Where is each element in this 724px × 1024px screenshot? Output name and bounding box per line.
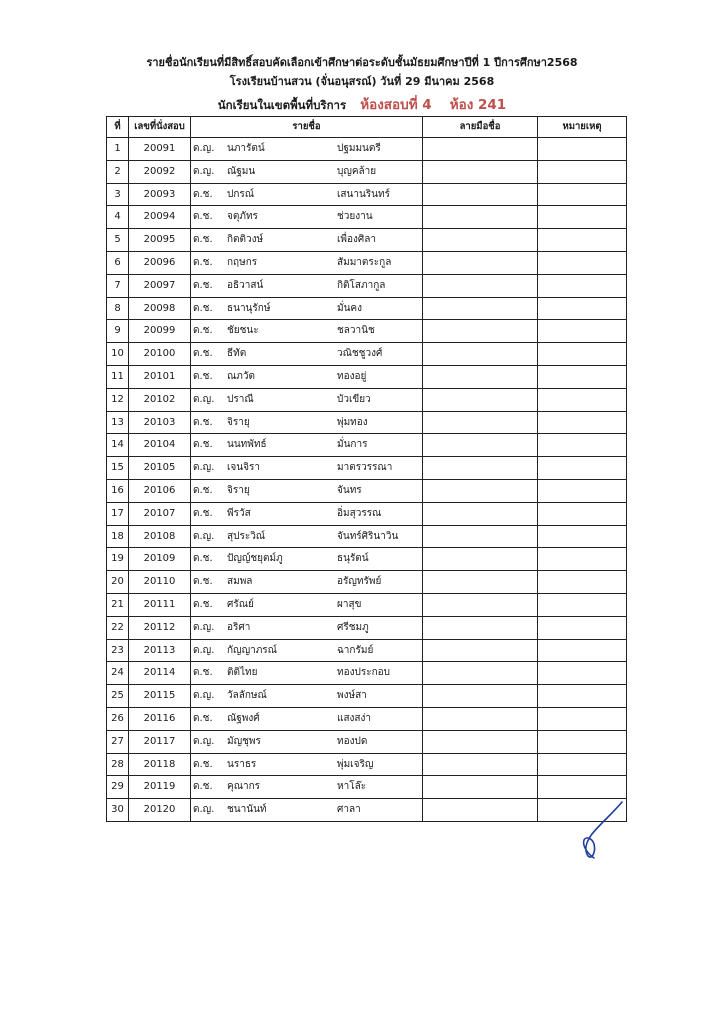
table-row bbox=[107, 138, 627, 161]
first-name: ชัยชนะ bbox=[227, 325, 259, 337]
first-name: ปกรณ์ bbox=[227, 188, 255, 200]
last-name: ทองอยู่ bbox=[337, 370, 367, 382]
first-name: กฤษกร bbox=[227, 256, 258, 268]
signature-cell bbox=[423, 502, 538, 525]
table-row bbox=[107, 662, 627, 685]
table-row bbox=[107, 799, 627, 822]
remarks-cell bbox=[538, 160, 627, 183]
remarks-cell bbox=[538, 183, 627, 206]
table-row bbox=[107, 229, 627, 252]
first-name: อธิวาสน์ bbox=[227, 279, 264, 291]
student-name bbox=[191, 571, 423, 594]
table-body bbox=[107, 138, 627, 822]
table-header-row bbox=[107, 117, 627, 138]
name-prefix: ด.ช. bbox=[193, 279, 213, 291]
student-name bbox=[191, 525, 423, 548]
seat-number: 20099 bbox=[129, 320, 191, 343]
remarks-cell bbox=[538, 251, 627, 274]
first-name: ปราณี bbox=[227, 393, 254, 405]
student-name bbox=[191, 365, 423, 388]
row-number: 24 bbox=[107, 662, 129, 685]
table-row bbox=[107, 343, 627, 366]
seat-number: 20104 bbox=[129, 434, 191, 457]
signature-cell bbox=[423, 206, 538, 229]
seat-number: 20116 bbox=[129, 707, 191, 730]
signature-cell bbox=[423, 411, 538, 434]
name-prefix: ด.ช. bbox=[193, 781, 213, 793]
seat-number: 20103 bbox=[129, 411, 191, 434]
name-prefix: ด.ช. bbox=[193, 712, 213, 724]
student-name bbox=[191, 593, 423, 616]
table-row bbox=[107, 365, 627, 388]
signature-cell bbox=[423, 799, 538, 822]
first-name: นนทพัทธ์ bbox=[227, 439, 267, 451]
signature-cell bbox=[423, 685, 538, 708]
signature-cell bbox=[423, 753, 538, 776]
seat-number: 20111 bbox=[129, 593, 191, 616]
signature-cell bbox=[423, 525, 538, 548]
name-prefix: ด.ญ. bbox=[193, 530, 215, 542]
last-name: สัมมาตระกูล bbox=[337, 256, 392, 268]
first-name: ศรัณย์ bbox=[227, 598, 254, 610]
last-name: บัวเขียว bbox=[337, 393, 371, 405]
seat-number: 20114 bbox=[129, 662, 191, 685]
remarks-cell bbox=[538, 571, 627, 594]
row-number: 22 bbox=[107, 616, 129, 639]
remarks-cell bbox=[538, 434, 627, 457]
first-name: ปัญญ์ชยุตม์ภู bbox=[227, 553, 283, 565]
row-number: 1 bbox=[107, 138, 129, 161]
signature-cell bbox=[423, 297, 538, 320]
student-name bbox=[191, 685, 423, 708]
name-prefix: ด.ช. bbox=[193, 325, 213, 337]
seat-number: 20091 bbox=[129, 138, 191, 161]
seat-number: 20094 bbox=[129, 206, 191, 229]
student-name bbox=[191, 274, 423, 297]
seat-number: 20093 bbox=[129, 183, 191, 206]
remarks-cell bbox=[538, 502, 627, 525]
table-row bbox=[107, 753, 627, 776]
signature-cell bbox=[423, 662, 538, 685]
first-name: กิตติวงษ์ bbox=[227, 234, 264, 246]
remarks-cell bbox=[538, 707, 627, 730]
seat-number: 20102 bbox=[129, 388, 191, 411]
last-name: พุ่มทอง bbox=[337, 416, 368, 428]
student-name bbox=[191, 730, 423, 753]
last-name: แสงสง่า bbox=[337, 712, 372, 724]
remarks-cell bbox=[538, 616, 627, 639]
first-name: สุประวิณ์ bbox=[227, 530, 266, 542]
name-prefix: ด.ช. bbox=[193, 256, 213, 268]
remarks-cell bbox=[538, 639, 627, 662]
last-name: ทองประกอบ bbox=[337, 667, 390, 679]
last-name: จันทร์ศิรินาวิน bbox=[337, 530, 399, 542]
col-header-no: ที่ bbox=[107, 117, 129, 138]
col-header-name: รายชื่อ bbox=[191, 117, 423, 138]
table-row bbox=[107, 274, 627, 297]
table-row bbox=[107, 388, 627, 411]
seat-number: 20101 bbox=[129, 365, 191, 388]
signature-cell bbox=[423, 229, 538, 252]
last-name: พงษ์สา bbox=[337, 690, 367, 702]
table-row bbox=[107, 685, 627, 708]
remarks-cell bbox=[538, 320, 627, 343]
name-prefix: ด.ญ. bbox=[193, 393, 215, 405]
student-name bbox=[191, 229, 423, 252]
row-number: 14 bbox=[107, 434, 129, 457]
exam-room-label: ห้องสอบที่ 4 bbox=[360, 97, 432, 113]
name-prefix: ด.ช. bbox=[193, 576, 213, 588]
name-prefix: ด.ช. bbox=[193, 553, 213, 565]
row-number: 3 bbox=[107, 183, 129, 206]
row-number: 21 bbox=[107, 593, 129, 616]
student-name bbox=[191, 343, 423, 366]
row-number: 17 bbox=[107, 502, 129, 525]
table-row bbox=[107, 571, 627, 594]
signature-cell bbox=[423, 183, 538, 206]
row-number: 2 bbox=[107, 160, 129, 183]
last-name: เสนานรินทร์ bbox=[337, 188, 390, 200]
seat-number: 20109 bbox=[129, 548, 191, 571]
table-row bbox=[107, 251, 627, 274]
name-prefix: ด.ญ. bbox=[193, 644, 215, 656]
student-name bbox=[191, 160, 423, 183]
row-number: 13 bbox=[107, 411, 129, 434]
signature-cell bbox=[423, 365, 538, 388]
student-name bbox=[191, 457, 423, 480]
row-number: 20 bbox=[107, 571, 129, 594]
name-prefix: ด.ช. bbox=[193, 234, 213, 246]
last-name: อรัญทรัพย์ bbox=[337, 576, 382, 588]
last-name: ชลวานิช bbox=[337, 325, 375, 337]
remarks-cell bbox=[538, 776, 627, 799]
student-name bbox=[191, 776, 423, 799]
seat-number: 20115 bbox=[129, 685, 191, 708]
remarks-cell bbox=[538, 274, 627, 297]
first-name: ธนานุรักษ์ bbox=[227, 302, 271, 314]
last-name: มั่นคง bbox=[337, 302, 362, 314]
table-row bbox=[107, 616, 627, 639]
name-prefix: ด.ช. bbox=[193, 370, 213, 382]
name-prefix: ด.ญ. bbox=[193, 143, 215, 154]
col-header-signature: ลายมือชื่อ bbox=[423, 117, 538, 138]
first-name: จตุภัทร bbox=[227, 211, 258, 223]
row-number: 16 bbox=[107, 479, 129, 502]
remarks-cell bbox=[538, 730, 627, 753]
first-name: เจนจิรา bbox=[227, 462, 260, 474]
student-name bbox=[191, 479, 423, 502]
signature-cell bbox=[423, 479, 538, 502]
last-name: ศรีชมภู bbox=[337, 621, 369, 633]
student-name bbox=[191, 138, 423, 161]
row-number: 12 bbox=[107, 388, 129, 411]
student-name bbox=[191, 639, 423, 662]
last-name: เพื่องศิลา bbox=[337, 234, 376, 246]
student-name bbox=[191, 297, 423, 320]
table-row bbox=[107, 206, 627, 229]
table-row bbox=[107, 593, 627, 616]
first-name: มัญชุพร bbox=[227, 735, 261, 747]
table-row bbox=[107, 707, 627, 730]
seat-number: 20119 bbox=[129, 776, 191, 799]
row-number: 23 bbox=[107, 639, 129, 662]
row-number: 10 bbox=[107, 343, 129, 366]
table-row bbox=[107, 525, 627, 548]
name-prefix: ด.ช. bbox=[193, 507, 213, 519]
student-name bbox=[191, 616, 423, 639]
first-name: พีรวัส bbox=[227, 507, 251, 519]
signature-cell bbox=[423, 160, 538, 183]
seat-number: 20112 bbox=[129, 616, 191, 639]
seat-number: 20117 bbox=[129, 730, 191, 753]
name-prefix: ด.ช. bbox=[193, 667, 213, 679]
first-name: จิรายุ bbox=[227, 484, 250, 496]
row-number: 9 bbox=[107, 320, 129, 343]
signature-cell bbox=[423, 639, 538, 662]
remarks-cell bbox=[538, 548, 627, 571]
signature-cell bbox=[423, 457, 538, 480]
last-name: มั่นการ bbox=[337, 439, 368, 451]
seat-number: 20110 bbox=[129, 571, 191, 594]
row-number: 28 bbox=[107, 753, 129, 776]
name-prefix: ด.ญ. bbox=[193, 690, 215, 702]
student-name bbox=[191, 753, 423, 776]
col-header-remarks: หมายเหตุ bbox=[538, 117, 627, 138]
name-prefix: ด.ช. bbox=[193, 348, 213, 360]
student-name bbox=[191, 183, 423, 206]
last-name: วณิชชูวงศ์ bbox=[337, 348, 383, 360]
signature-cell bbox=[423, 548, 538, 571]
signature-cell bbox=[423, 343, 538, 366]
row-number: 8 bbox=[107, 297, 129, 320]
signature-cell bbox=[423, 616, 538, 639]
table-row bbox=[107, 457, 627, 480]
signature-cell bbox=[423, 138, 538, 161]
row-number: 15 bbox=[107, 457, 129, 480]
table-row bbox=[107, 479, 627, 502]
row-number: 6 bbox=[107, 251, 129, 274]
seat-number: 20105 bbox=[129, 457, 191, 480]
student-name bbox=[191, 434, 423, 457]
row-number: 18 bbox=[107, 525, 129, 548]
first-name: ชนานันท์ bbox=[227, 804, 267, 816]
first-name: นภารัตน์ bbox=[227, 143, 265, 154]
seat-number: 20106 bbox=[129, 479, 191, 502]
signature-cell bbox=[423, 251, 538, 274]
student-name bbox=[191, 206, 423, 229]
table-row bbox=[107, 183, 627, 206]
row-number: 11 bbox=[107, 365, 129, 388]
remarks-cell bbox=[538, 388, 627, 411]
seat-number: 20118 bbox=[129, 753, 191, 776]
signature-cell bbox=[423, 730, 538, 753]
student-name bbox=[191, 411, 423, 434]
service-area-label: นักเรียนในเขตพื้นที่บริการ bbox=[217, 98, 347, 112]
last-name: บุญคล้าย bbox=[337, 165, 377, 177]
name-prefix: ด.ญ. bbox=[193, 621, 215, 633]
last-name: มาตรวรรณา bbox=[337, 462, 393, 474]
student-name bbox=[191, 662, 423, 685]
row-number: 29 bbox=[107, 776, 129, 799]
remarks-cell bbox=[538, 753, 627, 776]
row-number: 19 bbox=[107, 548, 129, 571]
student-name bbox=[191, 388, 423, 411]
signature-cell bbox=[423, 274, 538, 297]
first-name: นราธร bbox=[227, 758, 257, 770]
signature-cell bbox=[423, 593, 538, 616]
first-name: คุณากร bbox=[227, 781, 261, 793]
room-heading bbox=[0, 93, 724, 115]
last-name: กิติโสภากูล bbox=[337, 279, 386, 291]
remarks-cell bbox=[538, 685, 627, 708]
remarks-cell bbox=[538, 457, 627, 480]
first-name: จิรายุ bbox=[227, 416, 250, 428]
name-prefix: ด.ช. bbox=[193, 211, 213, 223]
seat-number: 20096 bbox=[129, 251, 191, 274]
seat-number: 20100 bbox=[129, 343, 191, 366]
document-title: รายชื่อนักเรียนที่มีสิทธิ์สอบคัดเลือกเข้าศึกษาต่อระดับชั้นมัธยมศึกษาปีที่ 1 ปีการศึกษา2568 bbox=[146, 56, 578, 69]
signature-cell bbox=[423, 434, 538, 457]
col-header-seat: เลขที่นั่งสอบ bbox=[129, 117, 191, 138]
table-row bbox=[107, 502, 627, 525]
name-prefix: ด.ช. bbox=[193, 758, 213, 770]
handwritten-mark bbox=[572, 800, 628, 862]
first-name: สมพล bbox=[227, 576, 253, 588]
first-name: วัลลักษณ์ bbox=[227, 690, 267, 702]
remarks-cell bbox=[538, 138, 627, 161]
table-row bbox=[107, 297, 627, 320]
first-name: กัญญาภรณ์ bbox=[227, 644, 277, 656]
student-name bbox=[191, 548, 423, 571]
seat-number: 20107 bbox=[129, 502, 191, 525]
table-row bbox=[107, 434, 627, 457]
name-prefix: ด.ช. bbox=[193, 598, 213, 610]
student-name bbox=[191, 320, 423, 343]
seat-number: 20113 bbox=[129, 639, 191, 662]
row-number: 30 bbox=[107, 799, 129, 822]
last-name: ทองปด bbox=[337, 735, 368, 747]
room-number: ห้อง 241 bbox=[449, 97, 507, 113]
signature-cell bbox=[423, 776, 538, 799]
remarks-cell bbox=[538, 662, 627, 685]
remarks-cell bbox=[538, 479, 627, 502]
student-name bbox=[191, 707, 423, 730]
signature-cell bbox=[423, 320, 538, 343]
seat-number: 20120 bbox=[129, 799, 191, 822]
first-name: ธีทัต bbox=[227, 348, 247, 360]
first-name: ติติไทย bbox=[227, 667, 258, 679]
table-row bbox=[107, 730, 627, 753]
name-prefix: ด.ช. bbox=[193, 302, 213, 314]
first-name: ณัฐมน bbox=[227, 165, 256, 177]
remarks-cell bbox=[538, 229, 627, 252]
first-name: ณภวัต bbox=[227, 370, 255, 382]
table-row bbox=[107, 160, 627, 183]
remarks-cell bbox=[538, 206, 627, 229]
row-number: 26 bbox=[107, 707, 129, 730]
remarks-cell bbox=[538, 593, 627, 616]
seat-number: 20098 bbox=[129, 297, 191, 320]
first-name: ณัฐพงศ์ bbox=[227, 712, 260, 724]
last-name: ผาสุข bbox=[337, 598, 362, 610]
remarks-cell bbox=[538, 365, 627, 388]
student-roster-table bbox=[106, 116, 627, 822]
signature-cell bbox=[423, 571, 538, 594]
row-number: 25 bbox=[107, 685, 129, 708]
last-name: ฉากรัมย์ bbox=[337, 644, 374, 656]
seat-number: 20095 bbox=[129, 229, 191, 252]
name-prefix: ด.ช. bbox=[193, 439, 213, 451]
name-prefix: ด.ช. bbox=[193, 416, 213, 428]
name-prefix: ด.ญ. bbox=[193, 735, 215, 747]
last-name: หาโล๊ะ bbox=[337, 781, 367, 793]
table-row bbox=[107, 320, 627, 343]
remarks-cell bbox=[538, 411, 627, 434]
signature-cell bbox=[423, 707, 538, 730]
name-prefix: ด.ช. bbox=[193, 188, 213, 200]
last-name: ศาลา bbox=[337, 804, 361, 816]
row-number: 27 bbox=[107, 730, 129, 753]
student-name bbox=[191, 251, 423, 274]
table-row bbox=[107, 639, 627, 662]
school-and-date: โรงเรียนบ้านสวน (จั่นอนุสรณ์) วันที่ 29 มีนาคม 2568 bbox=[229, 75, 495, 88]
signature-cell bbox=[423, 388, 538, 411]
seat-number: 20097 bbox=[129, 274, 191, 297]
last-name: อิ่มสุวรรณ bbox=[337, 507, 382, 519]
last-name: ธนุรัตน์ bbox=[337, 553, 369, 565]
table-row bbox=[107, 411, 627, 434]
seat-number: 20092 bbox=[129, 160, 191, 183]
row-number: 4 bbox=[107, 206, 129, 229]
row-number: 5 bbox=[107, 229, 129, 252]
last-name: พุ่มเจริญ bbox=[337, 758, 374, 770]
table-row bbox=[107, 776, 627, 799]
student-name bbox=[191, 502, 423, 525]
name-prefix: ด.ญ. bbox=[193, 462, 215, 474]
seat-number: 20108 bbox=[129, 525, 191, 548]
student-name bbox=[191, 799, 423, 822]
row-number: 7 bbox=[107, 274, 129, 297]
remarks-cell bbox=[538, 297, 627, 320]
table-row bbox=[107, 548, 627, 571]
remarks-cell bbox=[538, 343, 627, 366]
last-name: ปฐมมนตรี bbox=[337, 143, 381, 154]
last-name: ช่วยงาน bbox=[337, 211, 373, 223]
name-prefix: ด.ญ. bbox=[193, 804, 215, 816]
first-name: อริศา bbox=[227, 621, 251, 633]
last-name: จันทร bbox=[337, 484, 362, 496]
name-prefix: ด.ช. bbox=[193, 484, 213, 496]
remarks-cell bbox=[538, 525, 627, 548]
name-prefix: ด.ญ. bbox=[193, 165, 215, 177]
